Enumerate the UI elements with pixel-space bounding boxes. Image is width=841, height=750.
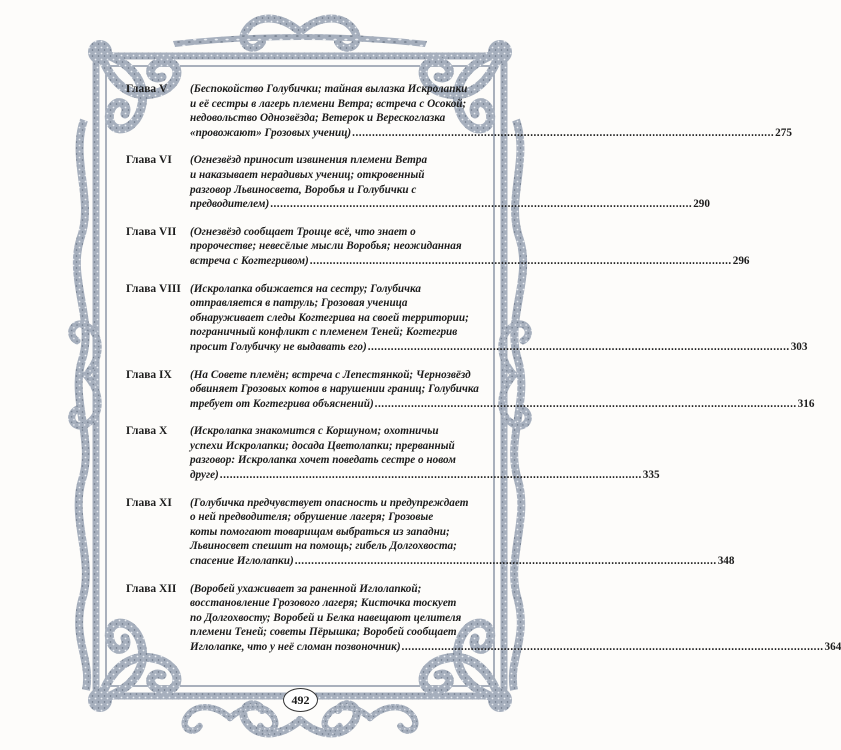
- summary-line: друге): [190, 469, 219, 482]
- summary-line: (Искролапка обижается на сестру; Голубичка: [190, 282, 421, 295]
- summary-last-line: [190, 468, 660, 483]
- chapter-summary: [190, 424, 660, 482]
- summary-line: недовольство Однозвёзда; Ветерок и Верескоглазка: [190, 112, 446, 125]
- summary-last-line: [190, 197, 710, 212]
- chapter-label: Глава XII: [126, 582, 177, 595]
- summary-line: просит Голубичку не выдавать его): [190, 340, 367, 353]
- chapter-label: Глава XI: [126, 496, 172, 509]
- page-ref: 296: [732, 254, 750, 267]
- summary-line: (На Совете племён; встреча с Лепестянкой; Чернозвёзд: [190, 368, 471, 381]
- dot-leader: [375, 397, 797, 412]
- chapter-label: Глава X: [126, 425, 168, 438]
- toc-entry: [126, 282, 808, 355]
- chapter-summary: [190, 368, 814, 412]
- summary-line: разговор: Искролапка хочет поведать сестре о новом: [190, 454, 456, 467]
- summary-line: Иглолапке, что у неё сломан позвоночник): [190, 641, 401, 653]
- chapter-summary: [190, 153, 710, 211]
- chapter-label: Глава VI: [126, 154, 172, 167]
- toc-entry: [126, 582, 841, 655]
- chapter-summary: [190, 282, 807, 355]
- page-ref: 316: [797, 397, 815, 410]
- summary-line: спасение Иглолапки): [190, 555, 294, 568]
- chapter-label: Глава IX: [126, 368, 172, 381]
- summary-line: отправляется в патруль; Грозовая ученица: [190, 297, 408, 310]
- page-ref: 303: [790, 340, 808, 353]
- page-ref: 275: [775, 126, 792, 139]
- summary-line: обвиняет Грозовых котов в нарушении границ; Голубичка: [190, 383, 479, 396]
- summary-line: и её сестры в лагерь племени Ветра; встреча с Осокой;: [190, 97, 467, 110]
- dot-leader: [402, 640, 824, 655]
- toc-entry: [126, 82, 792, 140]
- summary-line: пророчестве; невесёлые мысли Воробья; неожиданная: [190, 240, 462, 253]
- table-of-contents: [126, 82, 841, 668]
- summary-line: требует от Когтегрива объяснений): [190, 397, 374, 410]
- dot-leader: [352, 126, 774, 141]
- chapter-summary: [190, 496, 734, 569]
- summary-line: о ней предводителя; обрушение лагеря; Грозовые: [190, 511, 434, 524]
- dot-leader: [295, 554, 717, 569]
- chapter-label: Глава V: [126, 83, 168, 95]
- page-ref: 348: [717, 555, 735, 568]
- summary-line: племени Теней; советы Пёрышка; Воробей сообщает: [190, 626, 457, 639]
- page-ref: 364: [824, 641, 841, 653]
- summary-last-line: [190, 554, 734, 569]
- dot-leader: [368, 340, 790, 355]
- chapter-summary: [190, 82, 792, 140]
- summary-line: (Голубичка предчувствует опасность и предупреждает: [190, 496, 469, 509]
- page-number: 492: [283, 688, 318, 712]
- summary-line: коты помогают товарищам выбраться из западни;: [190, 525, 450, 538]
- toc-entry: [126, 153, 710, 211]
- summary-line: пограничный конфликт с племенем Теней; Когтегрив: [190, 326, 458, 339]
- summary-line: Львиносвет спешит на помощь; гибель Долгохвоста;: [190, 540, 457, 553]
- chapter-summary: [190, 582, 841, 655]
- dot-leader: [220, 468, 642, 483]
- summary-last-line: [190, 254, 750, 269]
- summary-last-line: [190, 640, 841, 655]
- dot-leader: [310, 254, 732, 269]
- toc-entry: [126, 368, 815, 412]
- summary-last-line: [190, 126, 792, 141]
- summary-line: «провожают» Грозовых учениц): [190, 126, 352, 139]
- summary-line: восстановление Грозового лагеря; Кисточка тоскует: [190, 597, 457, 610]
- toc-entry: [126, 424, 660, 482]
- summary-line: (Искролапка знакомится с Коршуном; охотничьи: [190, 425, 439, 438]
- summary-line: (Огнезвёзд приносит извинения племени Ветра: [190, 154, 428, 167]
- summary-line: (Огнезвёзд сообщает Троице всё, что знает о: [190, 225, 416, 238]
- summary-line: (Беспокойство Голубички; тайная вылазка Искролапки: [190, 83, 468, 95]
- summary-line: успехи Искролапки; досада Цветолапки; прерванный: [190, 439, 455, 452]
- summary-line: встреча с Когтегривом): [190, 254, 309, 267]
- summary-last-line: [190, 340, 807, 355]
- chapter-label: Глава VIII: [126, 282, 181, 295]
- summary-line: и наказывает нерадивых учениц; откровенный: [190, 168, 425, 181]
- page-ref: 290: [693, 198, 710, 211]
- summary-last-line: [190, 397, 814, 412]
- summary-line: разговор Львиносвета, Воробья и Голубички с: [190, 183, 417, 196]
- summary-line: по Долгохвосту; Воробей и Белка навещают целителя: [190, 611, 462, 624]
- summary-line: обнаруживает следы Когтегрива на своей территории;: [190, 311, 469, 324]
- toc-entry: [126, 225, 750, 269]
- chapter-label: Глава VII: [126, 225, 177, 238]
- page-ref: 335: [642, 469, 660, 482]
- summary-line: предводителем): [190, 198, 270, 211]
- chapter-summary: [190, 225, 750, 269]
- summary-line: (Воробей ухаживает за раненной Иглолапкой;: [190, 582, 422, 595]
- dot-leader: [270, 197, 692, 212]
- toc-entry: [126, 496, 735, 569]
